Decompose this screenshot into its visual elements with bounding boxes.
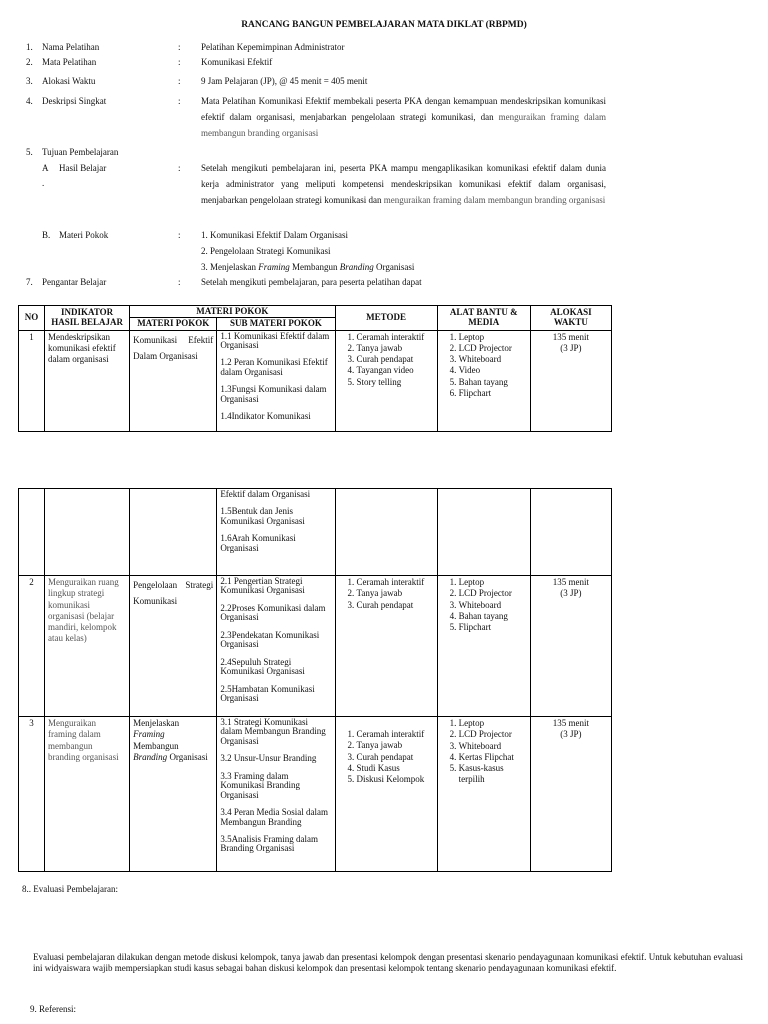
row3-no: 3 <box>19 717 45 872</box>
metode-item: 2. Tanya jawab <box>357 588 434 599</box>
document-title: RANCANG BANGUN PEMBELAJARAN MATA DIKLAT (RBPMD) <box>241 20 527 30</box>
dot: . <box>42 178 45 188</box>
item-value-mata-pelatihan: Komunikasi Efektif <box>201 57 273 67</box>
header-alat-bantu: ALAT BANTU & MEDIA <box>437 306 530 331</box>
item-label-alokasi-waktu: Alokasi Waktu <box>42 76 96 86</box>
alat-item: 2. LCD Projector <box>459 729 527 740</box>
alat-item: 1. Leptop <box>459 332 527 343</box>
materi-pokok-1: 1. Komunikasi Efektif Dalam Organisasi <box>201 230 349 240</box>
mp-branding: Branding <box>133 751 168 762</box>
item-number: 4. <box>26 96 33 106</box>
mp3-part: Organisasi <box>373 262 415 272</box>
alat-item: 5. Bahan tayang <box>459 377 527 388</box>
mp3-part: Membangun <box>289 262 340 272</box>
header-indikator: INDIKATOR HASIL BELAJAR <box>45 306 130 331</box>
metode-item: 3. Curah pendapat <box>357 752 434 763</box>
row1-no: 1 <box>19 330 45 431</box>
mp3-framing: Framing <box>258 262 290 272</box>
row2-sub-materi <box>217 576 335 717</box>
rbpmd-table-part2 <box>18 488 612 872</box>
colon: : <box>178 163 181 173</box>
item-number: 2. <box>26 57 33 67</box>
header-alokasi: ALOKASI WAKTU <box>530 306 611 331</box>
mp3-part: 3. Menjelaskan <box>201 262 259 272</box>
row1c-no <box>19 489 45 576</box>
colon: : <box>178 57 181 67</box>
alat-item: 2. LCD Projector <box>459 343 527 354</box>
sub-item: 1.5Bentuk dan Jenis Komunikasi Organisasi <box>220 506 305 526</box>
sub-item: 3.5Analisis Framing dalam Branding Organisasi <box>220 833 319 854</box>
sub-item: 1.3Fungsi Komunikasi dalam Organisasi <box>220 384 327 404</box>
colon: : <box>178 230 181 240</box>
row2-materi: Pengelolaan Strategi Komunikasi <box>130 576 217 717</box>
metode-item: 3. Curah pendapat <box>357 354 434 365</box>
alat-item: 1. Leptop <box>459 718 527 729</box>
row2-metode <box>335 576 437 717</box>
row1-alokasi <box>530 330 611 431</box>
deskripsi-text: Mata Pelatihan Komunikasi Efektif membekali peserta PKA dengan kemampuan mendeskripsikan komunikasi efektif dalam organisasi, menjabarkan pengelolaan strategi komunikasi, dan <box>201 96 606 122</box>
row3-metode <box>335 717 437 872</box>
metode-item: 5. Diskusi Kelompok <box>357 774 434 785</box>
metode-item: 5. Story telling <box>357 377 434 388</box>
row3-materi <box>130 717 217 872</box>
colon: : <box>178 277 181 287</box>
referensi-heading: 9. Referensi: <box>30 1004 76 1014</box>
hasil-belajar-main: Setelah mengikuti pembelajaran ini, peserta PKA mampu mengaplikasikan komunikasi efektif dalam dunia kerja administrator yang meliputi kompetensi mendeskripsikan komunikasi efektif dalam organisasi, menjabarkan pengelolaan strategi komunikasi dan <box>201 163 606 205</box>
item-label-tujuan: Tujuan Pembelajaran <box>42 147 119 157</box>
header-metode: METODE <box>335 306 437 331</box>
alat-item: 3. Whiteboard <box>459 354 527 365</box>
row1c-alat <box>437 489 530 576</box>
alat-item: 5. Kasus-kasus terpilih <box>459 763 527 786</box>
row1-materi: Komunikasi Efektif Dalam Organisasi <box>130 330 217 431</box>
sub-letter-a: A <box>42 163 49 173</box>
alat-item: 1. Leptop <box>459 577 527 588</box>
item-label-pengantar: Pengantar Belajar <box>42 277 107 287</box>
mp-text: Organisasi <box>167 751 208 762</box>
colon: : <box>178 76 181 86</box>
header-materi-pokok-group: MATERI POKOK <box>130 306 335 318</box>
alat-item: 2. LCD Projector <box>459 588 527 599</box>
row3-sub-materi <box>217 717 335 872</box>
colon: : <box>178 96 181 106</box>
evaluasi-text: Evaluasi pembelajaran dilakukan dengan metode diskusi kelompok, tanya jawab dan presentasi kelompok dengan presentasi skenario pendayagunaan komunikasi efektif. Untuk kebutuhan evaluasi ini widyaiswara wajib mempersiapkan studi kasus sebagai bahan diskusi kelompok dan presentasi kelompok tentang skenario pendayagunaan komunikasi efektif. <box>33 952 743 974</box>
header-no: NO <box>19 306 45 331</box>
row1c-indikator <box>45 489 130 576</box>
alat-item: 4. Kertas Flipchat <box>459 752 527 763</box>
sub-letter-b: B. <box>42 230 51 240</box>
alokasi-jp: (3 JP) <box>560 729 582 740</box>
alat-item: 4. Video <box>459 365 527 376</box>
row1c-materi <box>130 489 217 576</box>
alat-item: 5. Flipchart <box>459 622 527 633</box>
row1c-alokasi <box>530 489 611 576</box>
alat-item: 3. Whiteboard <box>459 600 527 611</box>
row1-alat <box>437 330 530 431</box>
sub-item: 1.2 Peran Komunikasi Efektif dalam Organisasi <box>220 357 328 377</box>
alokasi-menit: 135 menit <box>552 331 590 342</box>
metode-item: 2. Tanya jawab <box>357 740 434 751</box>
metode-item: 1. Ceramah interaktif <box>357 577 434 588</box>
sub-item: 2.3Pendekatan Komunikasi Organisasi <box>220 629 320 650</box>
metode-item: 1. Ceramah interaktif <box>357 729 434 740</box>
alokasi-menit: 135 menit <box>552 718 590 728</box>
mp-text: Membangun <box>133 740 179 751</box>
mp-text: Menjelaskan <box>133 718 180 728</box>
item-label-nama-pelatihan: Nama Pelatihan <box>42 42 100 52</box>
materi-pokok-3 <box>201 262 606 273</box>
item-number: 1. <box>26 42 33 52</box>
row1c-metode <box>335 489 437 576</box>
row2-indikator: Menguraikan ruang lingkup strategi komunikasi organisasi (belajar mandiri, kelompok atau kelas) <box>45 576 130 717</box>
item-value-nama-pelatihan: Pelatihan Kepemimpinan Administrator <box>201 42 345 52</box>
sub-item: 1.4Indikator Komunikasi <box>220 411 311 422</box>
sub-item: 3.2 Unsur-Unsur Branding <box>220 753 317 764</box>
metode-item: 4. Studi Kasus <box>357 763 434 774</box>
item-number: 5. <box>26 147 33 157</box>
item-label-deskripsi: Deskripsi Singkat <box>42 96 107 106</box>
sub-item: 2.2Proses Komunikasi dalam Organisasi <box>220 602 326 623</box>
sub-label-materi-pokok: Materi Pokok <box>59 230 109 240</box>
row1-metode <box>335 330 437 431</box>
row1-sub-materi <box>217 330 335 431</box>
metode-item: 2. Tanya jawab <box>357 343 434 354</box>
sub-item: 3.1 Strategi Komunikasi dalam Membangun Branding Organisasi <box>220 717 326 746</box>
alokasi-menit: 135 menit <box>552 577 590 587</box>
sub-item: 3.3 Framing dalam Komunikasi Branding Organisasi <box>220 770 301 800</box>
metode-item: 4. Tayangan video <box>357 365 434 376</box>
alat-item: 6. Flipchart <box>459 388 527 399</box>
evaluasi-heading: 8.. Evaluasi Pembelajaran: <box>22 884 118 894</box>
row2-no: 2 <box>19 576 45 717</box>
row2-alokasi <box>530 576 611 717</box>
item-label-mata-pelatihan: Mata Pelatihan <box>42 57 97 67</box>
sub-item: 1.6Arah Komunikasi Organisasi <box>220 533 296 553</box>
sub-item: 1.1 Komunikasi Efektif dalam Organisasi <box>220 330 330 350</box>
hasil-belajar-text <box>201 160 606 208</box>
sub-label-hasil-belajar: Hasil Belajar <box>59 163 107 173</box>
metode-item: 1. Ceramah interaktif <box>357 332 434 343</box>
item-value-deskripsi <box>201 93 606 141</box>
row3-indikator: Menguraikan framing dalam membangun branding organisasi <box>45 717 130 872</box>
row2-alat <box>437 576 530 717</box>
item-value-pengantar: Setelah mengikuti pembelajaran, para peserta pelatihan dapat <box>201 277 422 287</box>
row3-alokasi <box>530 717 611 872</box>
sub-item: 2.5Hambatan Komunikasi Organisasi <box>220 683 315 703</box>
item-value-alokasi-waktu: 9 Jam Pelajaran (JP), @ 45 menit = 405 menit <box>201 76 368 86</box>
sub-item: 2.1 Pengertian Strategi Komunikasi Organisasi <box>220 576 305 596</box>
header-sub-materi: SUB MATERI POKOK <box>217 318 335 330</box>
alat-item: 4. Bahan tayang <box>459 611 527 622</box>
alokasi-jp: (3 JP) <box>560 342 582 353</box>
rbpmd-table-part1 <box>18 305 612 432</box>
alokasi-jp: (3 JP) <box>560 588 582 599</box>
materi-pokok-2: 2. Pengelolaan Strategi Komunikasi <box>201 246 331 256</box>
header-materi-pokok: MATERI POKOK <box>130 318 217 330</box>
mp3-branding: Branding <box>339 262 374 272</box>
deskripsi-text-gray: menguraikan framing dalam membangun branding organisasi <box>201 112 606 138</box>
mp-framing: Framing <box>133 729 165 740</box>
colon: : <box>178 42 181 52</box>
sub-item: 3.4 Peran Media Sosial dalam Membangun Branding <box>220 807 329 827</box>
alat-item: 3. Whiteboard <box>459 741 527 752</box>
row1-indikator: Mendeskripsikan komunikasi efektif dalam organisasi <box>45 330 130 431</box>
hasil-belajar-gray: menguraikan framing dalam membangun branding organisasi <box>383 195 606 205</box>
item-number: 7. <box>26 277 33 287</box>
metode-item: 3. Curah pendapat <box>357 600 434 611</box>
sub-item: 2.4Sepuluh Strategi Komunikasi Organisasi <box>220 656 305 677</box>
item-number: 3. <box>26 76 33 86</box>
row3-alat <box>437 717 530 872</box>
sub-item: Efektif dalam Organisasi <box>220 489 311 499</box>
row1c-sub-materi <box>217 489 335 576</box>
